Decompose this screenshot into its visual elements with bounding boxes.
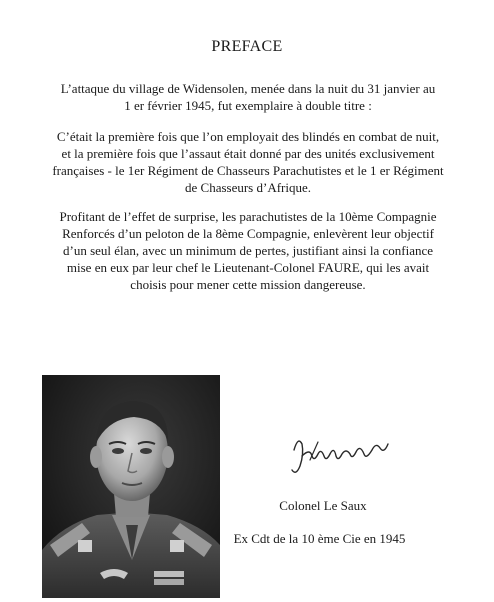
paragraph-intro	[18, 80, 478, 114]
signature	[288, 430, 408, 478]
paragraph-line: L’attaque du village de Widensolen, menée dans la nuit du 31 janvier au	[60, 81, 436, 96]
signer-title: Ex Cdt de la 10 ème Cie en 1945	[233, 531, 406, 546]
paragraph-line: choisis pour mener cette mission dangereuse.	[130, 277, 366, 292]
paragraph-line: Renforcés d’un peloton de la 8ème Compagnie, enlevèrent leur objectif	[62, 226, 434, 241]
paragraph-line: Profitant de l’effet de surprise, les parachutistes de la 10ème Compagnie	[59, 209, 437, 224]
paragraph-line: C’était la première fois que l’on employait des blindés en combat de nuit,	[56, 129, 440, 144]
paragraph-line: et la première fois que l’assaut était donné par des unités exclusivement	[61, 146, 435, 161]
page-title: PREFACE	[211, 38, 283, 55]
portrait-photo	[42, 375, 220, 598]
paragraph-line: françaises - le 1er Régiment de Chasseurs Parachutistes et le 1 er Régiment	[52, 163, 444, 178]
paragraph-line: de Chasseurs d’Afrique.	[185, 180, 311, 195]
signer-name: Colonel Le Saux	[279, 498, 367, 513]
paragraph-line: mise en eux par leur chef le Lieutenant-Colonel FAURE, qui les avait	[66, 260, 430, 275]
paragraph-line: 1 er février 1945, fut exemplaire à double titre :	[124, 98, 372, 113]
paragraph-line: d’un seul élan, avec un minimum de pertes, justifiant ainsi la confiance	[62, 243, 434, 258]
paragraph-surprise	[18, 208, 478, 293]
paragraph-first-time	[18, 128, 478, 196]
